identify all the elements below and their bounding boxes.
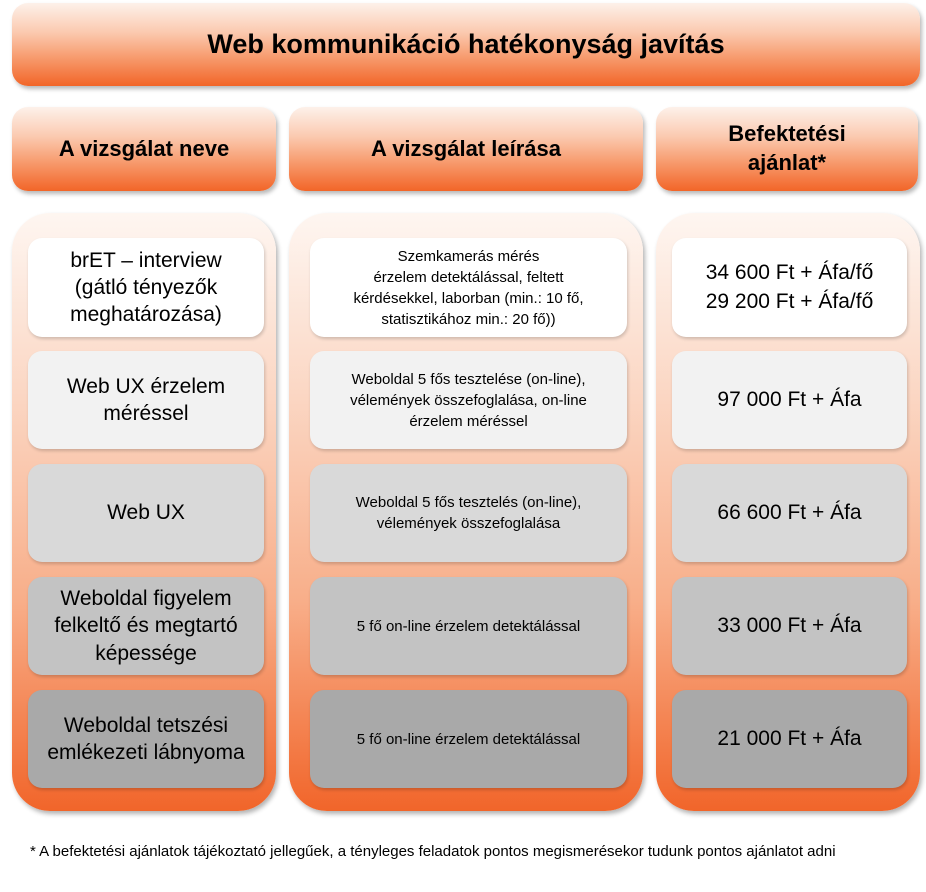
row4-name-line2: felkeltő és megtartó [54,614,238,638]
row5-description-cell [310,690,627,788]
header-offer-line1: Befektetési [728,121,846,147]
row2-desc-line2: vélemények összefoglalása, on-line [350,391,587,409]
row3-desc-line2: vélemények összefoglalása [376,515,561,532]
row1-desc-line1: Szemkamerás mérés [397,247,540,265]
row3-price: 66 600 Ft + Áfa [717,500,862,524]
row1-name-cell [28,238,264,337]
row4-price-cell [672,577,907,675]
row3-name: Web UX [107,501,185,525]
row5-name-line2: emlékezeti lábnyoma [47,741,245,764]
row3-price-cell [672,464,907,562]
row2-description-cell [310,351,627,449]
page-title [12,3,920,86]
header-offer-line2: ajánlat* [747,150,827,175]
row4-name-line3: képessége [95,641,197,665]
row3-name-cell [28,464,264,562]
row2-name-cell [28,351,264,449]
row1-desc-line2: érzelem detektálással, feltett [373,268,564,286]
row5-desc: 5 fő on-line érzelem detektálással [356,730,581,748]
row2-desc-line3: érzelem méréssel [409,412,528,430]
row2-price: 97 000 Ft + Áfa [717,387,862,411]
footnote: * A befektetési ajánlatok tájékoztató jellegűek, a tényleges feladatok pontos megismerésekor tudunk pontos ajánlatot adni [30,843,836,860]
page-title-text: Web kommunikáció hatékonyság javítás [207,29,725,59]
row1-price-cell [672,238,907,337]
header-study-name-text: A vizsgálat neve [58,135,230,161]
row1-price-line1: 34 600 Ft + Áfa/fő [705,261,874,285]
row4-name-line1: Weboldal figyelem [60,587,232,611]
row1-desc-line3: kérdésekkel, laborban (min.: 10 fő, [353,289,584,307]
row1-desc-line4: statisztikához min.: 20 fő)) [381,310,556,328]
row1-name-line3: meghatározása) [70,303,222,327]
row2-name-line2: méréssel [103,402,189,425]
row2-price-cell [672,351,907,449]
row3-description-cell [310,464,627,562]
row5-name-line1: Weboldal tetszési [63,713,229,737]
header-investment-offer [656,107,918,191]
header-study-name [12,107,276,191]
row3-desc-line1: Weboldal 5 fős tesztelés (on-line), [355,494,582,511]
row1-name-line2: (gátló tényezők [74,275,218,299]
row4-description-cell [310,577,627,675]
row4-price: 33 000 Ft + Áfa [717,613,862,637]
header-study-description-text: A vizsgálat leírása [371,135,561,161]
row4-desc: 5 fő on-line érzelem detektálással [356,617,581,635]
row1-name-line1: brET – interview [70,248,222,272]
row5-name-cell [28,690,264,788]
row4-name-cell [28,577,264,675]
row5-price: 21 000 Ft + Áfa [717,726,862,750]
row1-description-cell [310,238,627,337]
row1-price-line2: 29 200 Ft + Áfa/fő [705,289,874,313]
row2-name-line1: Web UX érzelem [66,374,226,398]
row5-price-cell [672,690,907,788]
row2-desc-line1: Weboldal 5 fős tesztelése (on-line), [351,370,586,388]
header-study-description [289,107,643,191]
